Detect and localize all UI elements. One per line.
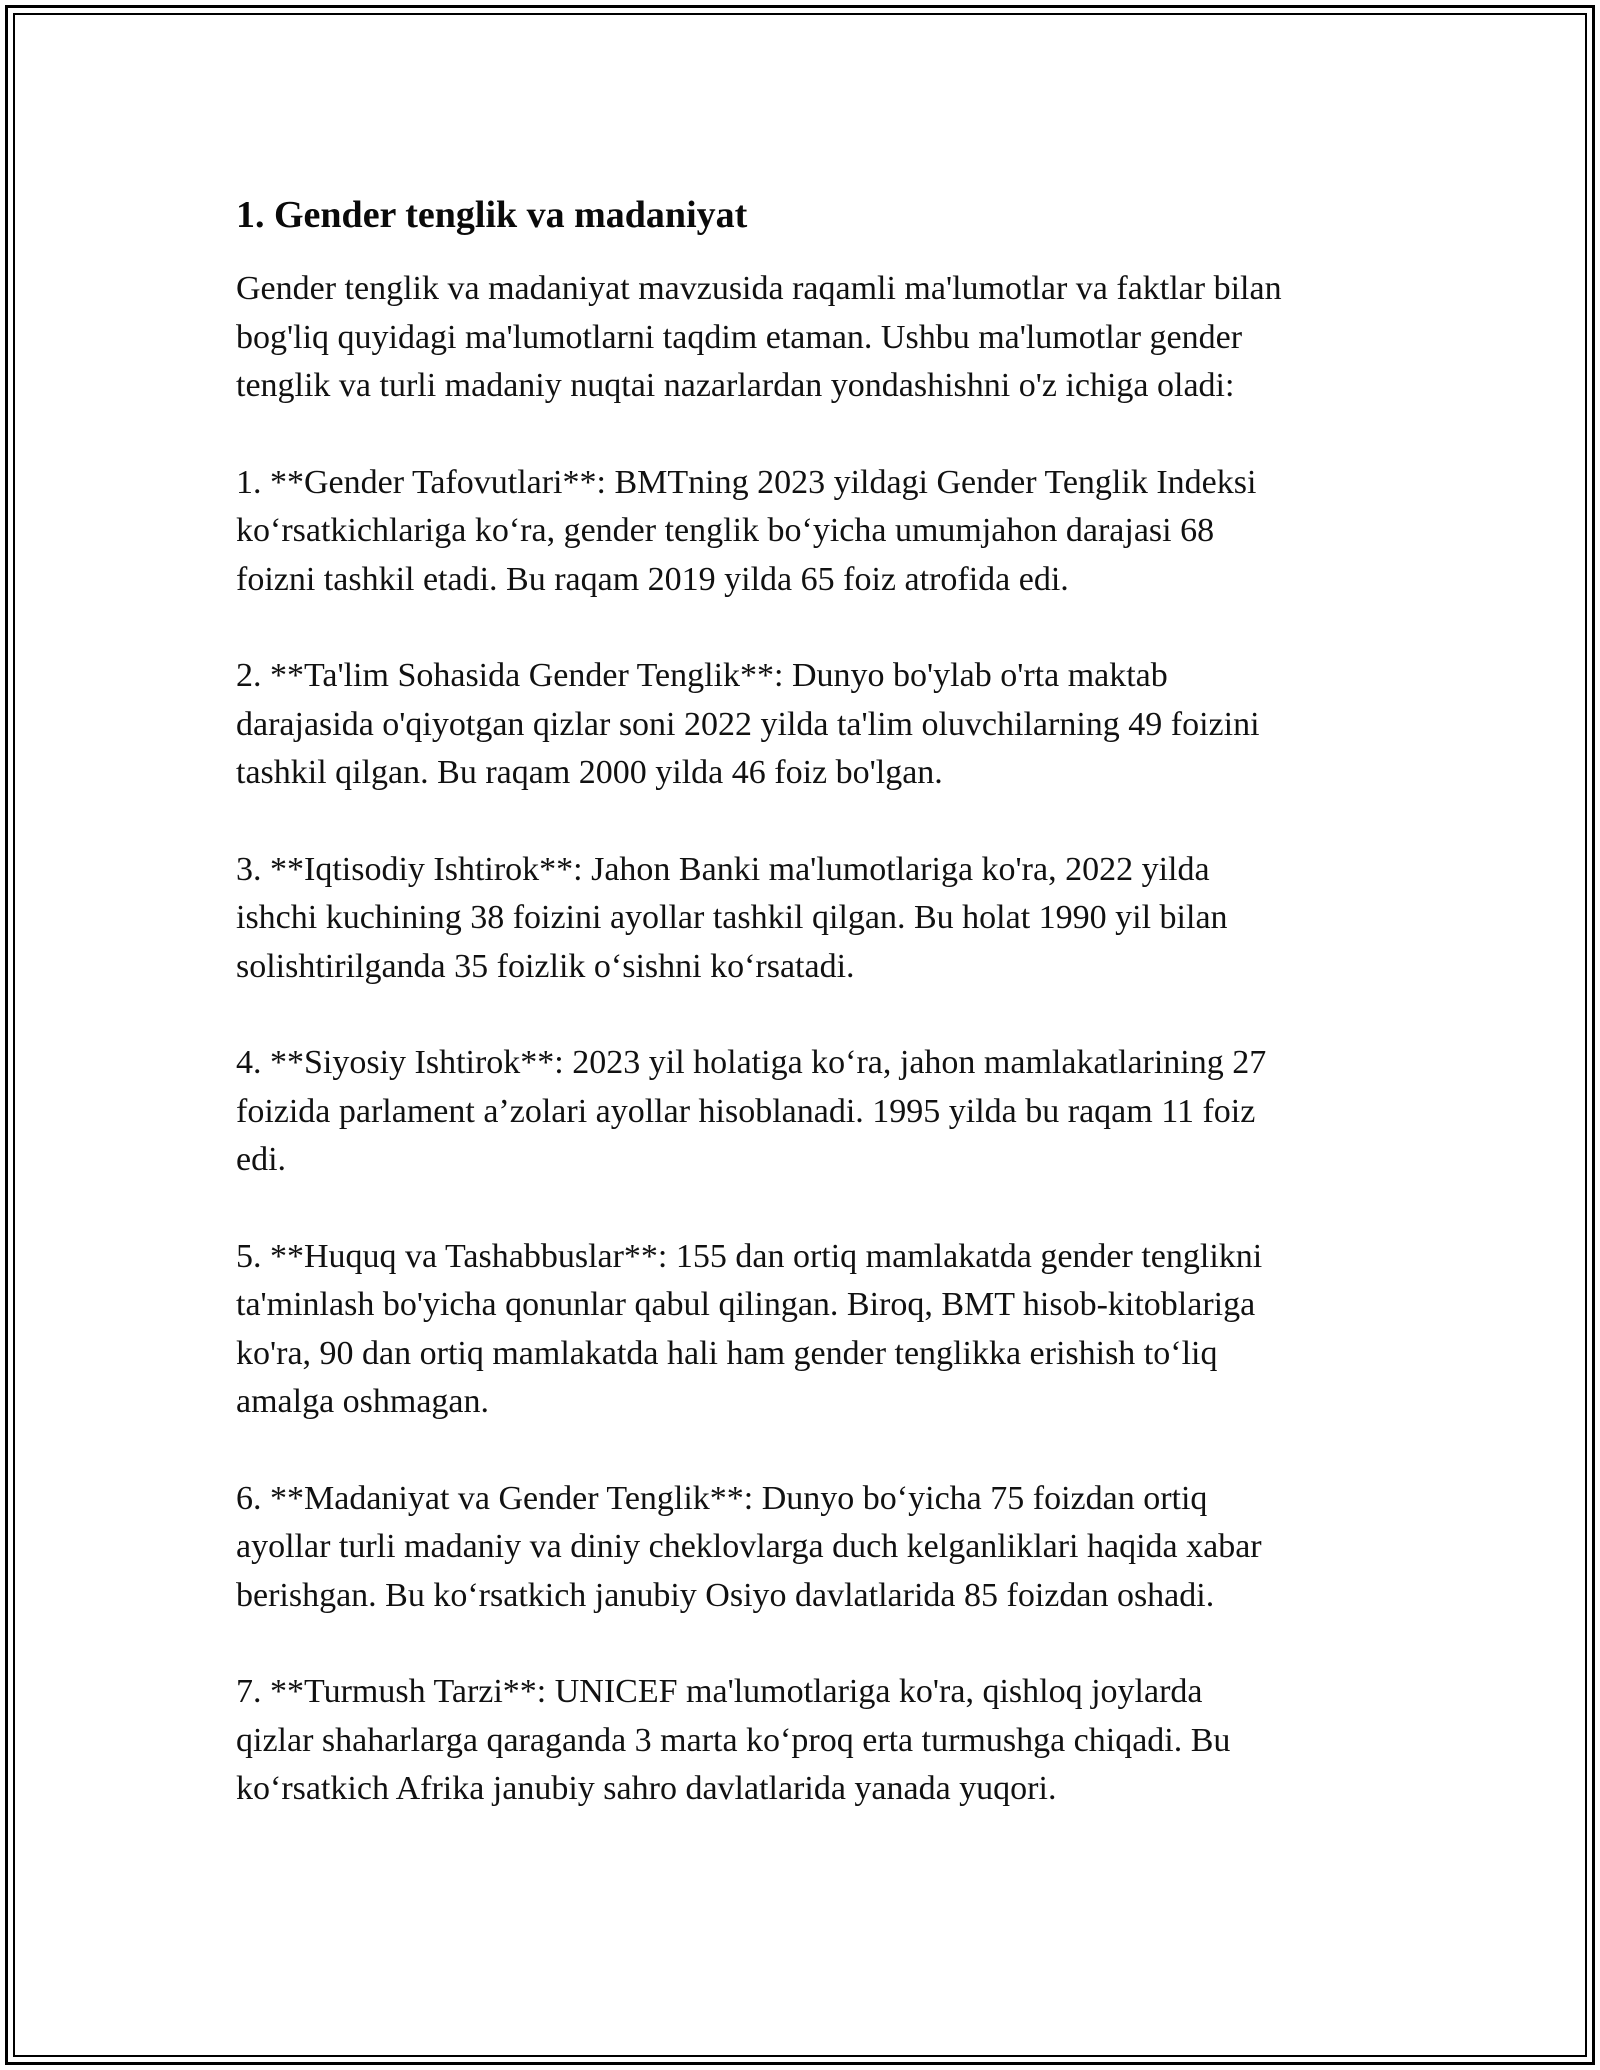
list-item: 4. **Siyosiy Ishtirok**: 2023 yil holatiga ko‘ra, jahon mamlakatlarining 27 foizida parlament a’zolari ayollar hisoblanadi. 1995 yilda bu raqam 11 foiz edi. — [236, 1044, 1267, 1178]
list-item: 6. **Madaniyat va Gender Tenglik**: Dunyo bo‘yicha 75 foizdan ortiq ayollar turli madaniy va diniy cheklovlarga duch kelganliklari haqida xabar berishgan. Bu ko‘rsatkich janubiy Osiyo davlatlarida 85 foizdan oshadi. — [236, 1479, 1262, 1614]
list-item: 7. **Turmush Tarzi**: UNICEF ma'lumotlariga ko'ra, qishloq joylarda qizlar shaharlarga qaraganda 3 marta ko‘proq erta turmushga chiqadi. Bu ko‘rsatkich Afrika janubiy sahro davlatlarida yanada yuqori. — [236, 1673, 1231, 1807]
list-item: 5. **Huquq va Tashabbuslar**: 155 dan ortiq mamlakatda gender tenglikni ta'minlash bo'yicha qonunlar qabul qilingan. Biroq, BMT hisob-kitoblariga ko'ra, 90 dan ortiq mamlakatda hali ham gender tenglikka erishish to‘liq amalga oshmagan. — [236, 1237, 1263, 1420]
intro-paragraph: Gender tenglik va madaniyat mavzusida raqamli ma'lumotlar va faktlar bilan bog'liq quyidagi ma'lumotlarni taqdim etaman. Ushbu ma'lumotlar gender tenglik va turli madaniy nuqtai nazarlardan yondashishni o'z ichiga oladi: — [236, 270, 1282, 404]
list-item: 3. **Iqtisodiy Ishtirok**: Jahon Banki ma'lumotlariga ko'ra, 2022 yilda ishchi kuchining 38 foizini ayollar tashkil qilgan. Bu holat 1990 yil bilan solishtirilganda 35 foizlik o‘sishni ko‘rsatadi. — [236, 850, 1228, 985]
list-item: 2. **Ta'lim Sohasida Gender Tenglik**: Dunyo bo'ylab o'rta maktab darajasida o'qiyotgan qizlar soni 2022 yilda ta'lim oluvchilarning 49 foizini tashkil qilgan. Bu raqam 2000 yilda 46 foiz bo'lgan. — [236, 657, 1260, 791]
document-body — [236, 190, 1376, 1862]
document-heading: 1. Gender tenglik va madaniyat — [236, 194, 748, 236]
list-item: 1. **Gender Tafovutlari**: BMTning 2023 yildagi Gender Tenglik Indeksi ko‘rsatkichlariga ko‘ra, gender tenglik bo‘yicha umumjahon darajasi 68 foizni tashkil etadi. Bu raqam 2019 yilda 65 foiz atrofida edi. — [236, 463, 1257, 598]
